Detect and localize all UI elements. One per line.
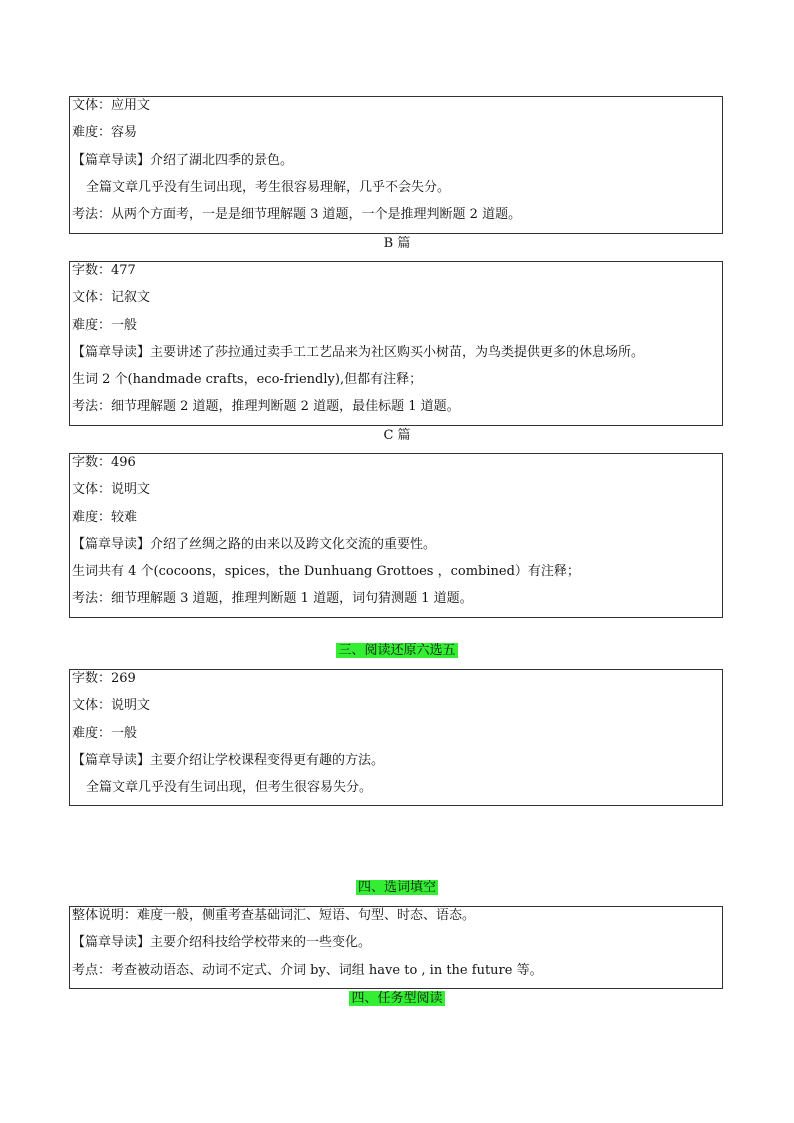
passage-a-genre: 文体：应用文: [72, 98, 151, 113]
section-heading-reading-restore: [0, 642, 794, 659]
passage-b-question-types: 考法：细节理解题 2 道题，推理判断题 2 道题，最佳标题 1 道题。: [72, 399, 460, 415]
section-heading-task-reading-text: 四、任务型阅读: [351, 991, 443, 1006]
passage-c-guide: 【篇章导读】介绍了丝绸之路的由来以及跨文化交流的重要性。: [72, 536, 437, 552]
section-heading-word-fill: [0, 879, 794, 896]
passage-b-difficulty: 难度：一般: [72, 317, 138, 333]
section-heading-word-fill-text: 四、选词填空: [357, 880, 436, 895]
passage-a-difficulty: 难度：容易: [72, 125, 138, 141]
passage-a-guide: 【篇章导读】介绍了湖北四季的景色。: [72, 152, 294, 168]
passage-a-info-box: [69, 96, 723, 234]
section-heading-reading-restore-text: 三、阅读还原六选五: [338, 643, 456, 658]
reading-restore-info-box: [69, 669, 723, 806]
passage-c-difficulty: 难度：较难: [72, 509, 138, 525]
passage-c-word-count: 字数：496: [72, 455, 136, 470]
restore-vocab-note: 全篇文章几乎没有生词出现，但考生很容易失分。: [86, 780, 373, 796]
caption-passage-b: B 篇: [383, 236, 411, 251]
passage-b-info-box: [69, 261, 723, 426]
word-fill-guide: 【篇章导读】主要介绍科技给学校带来的一些变化。: [72, 935, 372, 951]
restore-difficulty: 难度：一般: [72, 725, 138, 741]
passage-c-vocab: 生词共有 4 个(cocoons，spices，the Dunhuang Grottoes ，combined）有注释；: [72, 564, 580, 580]
restore-guide: 【篇章导读】主要介绍让学校课程变得更有趣的方法。: [72, 752, 385, 768]
passage-b-vocab: 生词 2 个(handmade crafts，eco-friendly),但都有注释；: [72, 372, 423, 388]
restore-genre: 文体：说明文: [72, 698, 151, 714]
passage-c-question-types: 考法：细节理解题 3 道题，推理判断题 1 道题，词句猜测题 1 道题。: [72, 591, 473, 607]
word-fill-info-box: [69, 906, 723, 989]
passage-a-vocab-note: 全篇文章几乎没有生词出现，考生很容易理解，几乎不会失分。: [86, 179, 451, 195]
passage-b-guide: 【篇章导读】主要讲述了莎拉通过卖手工工艺品来为社区购买小树苗，为鸟类提供更多的休息场所。: [72, 344, 645, 360]
passage-c-info-box: [69, 453, 723, 618]
passage-a-question-types: 考法：从两个方面考，一是是细节理解题 3 道题，一个是推理判断题 2 道题。: [72, 207, 522, 223]
passage-b-word-count: 字数：477: [72, 263, 136, 278]
passage-b-genre: 文体：记叙文: [72, 290, 151, 306]
passage-c-genre: 文体：说明文: [72, 482, 151, 498]
word-fill-overview: 整体说明：难度一般，侧重考查基础词汇、短语、句型、时态、语态。: [72, 908, 476, 923]
restore-word-count: 字数：269: [72, 671, 136, 686]
word-fill-test-points: 考点：考查被动语态、动词不定式、介词 by、词组 have to , in the future 等。: [72, 962, 543, 978]
section-heading-task-reading: [0, 990, 794, 1007]
caption-passage-c: C 篇: [383, 428, 411, 443]
